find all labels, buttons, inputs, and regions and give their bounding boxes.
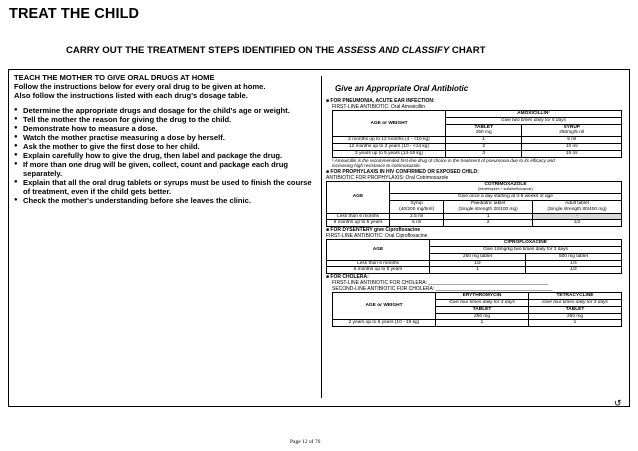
left-heading-2: Follow the instructions below for every oral drug to be given at home.: [14, 82, 266, 91]
table-header: Paediatric tablet (Single strength 20/100 mg): [444, 200, 533, 213]
table-row: 3 years up to 5 years (14-19 kg) 3 15 ml: [333, 150, 622, 157]
table-header: COTRIMOXAZOLE (trimethoprim + sulfamethoxazole): [390, 181, 622, 194]
left-heading-1: TEACH THE MOTHER TO GIVE ORAL DRUGS AT HOME: [14, 73, 215, 82]
table-header: AMOXICILLIN¹: [446, 111, 622, 118]
amoxicillin-note: ¹ Amoxicillin is the recommended first-line drug of choice in the treatment of pneumonia due to its efficacy and increasing high resistance to cotrimoxazole.: [332, 157, 555, 169]
table-header: Give two times daily for 5 days: [446, 117, 622, 124]
pneumonia-label: ■ FOR PNEUMONIA, ACUTE EAR INFECTION:: [326, 98, 435, 104]
table-header: Give four times daily for 3 days: [529, 299, 622, 306]
right-column: [326, 98, 624, 327]
table-header: Give 15mg/kg two times daily for 3 days: [430, 246, 622, 253]
subtitle-emphasis: ASSESS AND CLASSIFY: [337, 45, 450, 56]
list-item: ● Watch the mother practise measuring a dose by herself.: [14, 133, 314, 142]
table-header: Give four times daily for 3 days: [436, 299, 529, 306]
table-header: AGE or WEIGHT: [333, 293, 436, 320]
table-header: CIPROFLOXACINE: [430, 240, 622, 247]
list-item: ● Demonstrate how to measure a dose.: [14, 124, 314, 133]
table-header: Syrup (40/200 mg/5ml): [390, 200, 444, 213]
hiv-firstline: ANTIBIOTIC FOR PROPHYLAXIS: Oral Cotrimoxazole: [326, 174, 449, 181]
table-header: Give once a day starting at 4-6 weeks of age: [390, 194, 622, 201]
table-row: Less than 6 months 1/2 1/4: [327, 260, 622, 267]
column-divider: [321, 76, 322, 398]
table-row: 6 months up to 5 years 1 1/2: [327, 267, 622, 274]
left-column: [14, 73, 314, 205]
table-header: ERYTHROMYCIN: [436, 293, 529, 300]
table-header: 250 mg: [436, 313, 529, 320]
ciprofloxacine-table: [326, 239, 622, 274]
list-item: ● If more than one drug will be given, collect, count and package each drug separately.: [14, 160, 314, 178]
instruction-list: [14, 106, 314, 205]
table-header: 500 mg tablet: [526, 253, 622, 260]
table-header: TABLET: [436, 306, 529, 313]
table-header: AGE or WEIGHT: [333, 111, 446, 137]
cholera-firstline: FIRST-LINE ANTIBIOTIC FOR CHOLERA: ___________________________________________: [332, 280, 548, 287]
table-header: TABLET 250 mg: [446, 124, 522, 137]
table-row: Less than 6 months 2.5 ml 1 -: [327, 213, 622, 220]
table-header: TETRACYCLINE: [529, 293, 622, 300]
page-title: TREAT THE CHILD: [9, 6, 140, 22]
page-subtitle: [66, 45, 486, 56]
table-row: 2 years up to 5 years (10 - 19 kg) 1 1: [333, 320, 622, 327]
list-item: ● Determine the appropriate drugs and dosage for the child's age or weight.: [14, 106, 314, 115]
table-row: 2 months up to 12 months (4 - <10 kg) 1 5 ml: [333, 137, 622, 144]
cholera-table: [332, 292, 622, 327]
refresh-icon: ↺: [614, 398, 622, 408]
pneumonia-firstline: FIRST-LINE ANTIBIOTIC: Oral Amoxicillin: [332, 104, 426, 110]
subtitle-post: CHART: [449, 45, 486, 56]
table-header: AGE: [327, 181, 390, 213]
cotrimoxazole-table: [326, 181, 622, 228]
right-heading: Give an Appropriate Oral Antibiotic: [335, 84, 469, 93]
cholera-label: ■ FOR CHOLERA:: [326, 274, 369, 281]
table-row: 6 months up to 5 years 5 ml 2 1/2: [327, 220, 622, 227]
hiv-label: ■ FOR PROPHYLAXIS IN HIV CONFIRMED OR EXPOSED CHILD:: [326, 168, 479, 175]
list-item: ● Tell the mother the reason for giving the drug to the child.: [14, 115, 314, 124]
subtitle-pre: CARRY OUT THE TREATMENT STEPS IDENTIFIED ON THE: [66, 45, 338, 56]
table-header: TABLET: [529, 306, 622, 313]
list-item: ● Ask the mother to give the first dose to her child.: [14, 142, 314, 151]
list-item: ● Check the mother's understanding before she leaves the clinic.: [14, 196, 314, 205]
table-row: 12 months up to 3 years (10 - <14 kg) 2 10 ml: [333, 143, 622, 150]
cholera-secondline: SECOND-LINE ANTIBIOTIC FOR CHOLERA: __________________________________________: [332, 286, 553, 293]
list-item: ● Explain carefully how to give the drug, then label and package the drug.: [14, 151, 314, 160]
table-header: SYRUP 250mg/5 ml: [522, 124, 622, 137]
page-footer: Page 12 of 76: [290, 439, 321, 445]
dysentery-firstline: FIRST-LINE ANTIBIOTIC: Oral Ciprofloxacine: [326, 233, 428, 240]
list-item: ● Explain that all the oral drug tablets or syrups must be used to finish the course of treatment, even if the child gets better.: [14, 178, 314, 196]
dysentery-label: ■ FOR DYSENTERY give Ciprofloxacine: [326, 227, 421, 234]
left-heading-3: Also follow the instructions listed with each drug's dosage table.: [14, 91, 248, 100]
table-header: 250 mg: [529, 313, 622, 320]
amoxicillin-table: [332, 110, 622, 158]
table-header: AGE: [327, 240, 430, 260]
table-header: Adult tablet (Single strength 80/400 mg): [533, 200, 622, 213]
table-header: 250 mg tablet: [430, 253, 526, 260]
